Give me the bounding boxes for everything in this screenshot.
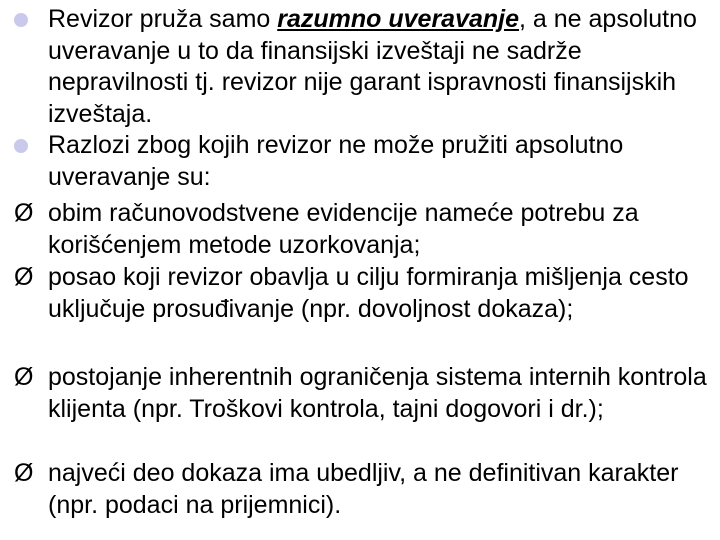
item-text: posao koji revizor obavlja u cilju formiranja mišljenja cesto uključuje prosuđivanje (npr. dovoljnost dokaza); (48, 263, 689, 323)
arrow-bullet-icon: Ø (14, 263, 34, 291)
arrow-bullet-icon: Ø (14, 459, 34, 487)
sub-item-internal-controls (0, 362, 712, 425)
arrow-bullet-icon: Ø (14, 199, 34, 227)
sub-item-persuasive-evidence (0, 458, 712, 521)
item-text: obim računovodstvene evidencije nameće potrebu za korišćenjem metode uzorkovanja; (48, 199, 639, 259)
sub-item-judgment (0, 262, 712, 325)
item-text-post: , a ne apsolutno uveravanje u to da finansijski izveštaji ne sadrže nepravilnosti tj. revizor nije garant ispravnosti finansijskih izveštaja. (48, 5, 697, 128)
bullet-item-reasons-intro (0, 130, 712, 193)
bullet-dot-icon (14, 13, 28, 27)
item-text: Razlozi zbog kojih revizor ne može pružiti apsolutno uveravanje su: (48, 131, 624, 191)
item-text: najveći deo dokaza ima ubedljiv, a ne definitivan karakter (npr. podaci na prijemnici). (48, 459, 679, 519)
item-text: postojanje inherentnih ograničenja sistema internih kontrola klijenta (npr. Troškovi kontrola, tajni dogovori i dr.); (48, 363, 707, 423)
bullet-dot-icon (14, 139, 28, 153)
sub-item-sampling (0, 198, 712, 261)
bullet-item-reasonable-assurance (0, 4, 712, 130)
item-text-emphasis: razumno uveravanje (277, 5, 520, 33)
arrow-bullet-icon: Ø (14, 363, 34, 391)
item-text-pre: Revizor pruža samo (48, 5, 278, 33)
